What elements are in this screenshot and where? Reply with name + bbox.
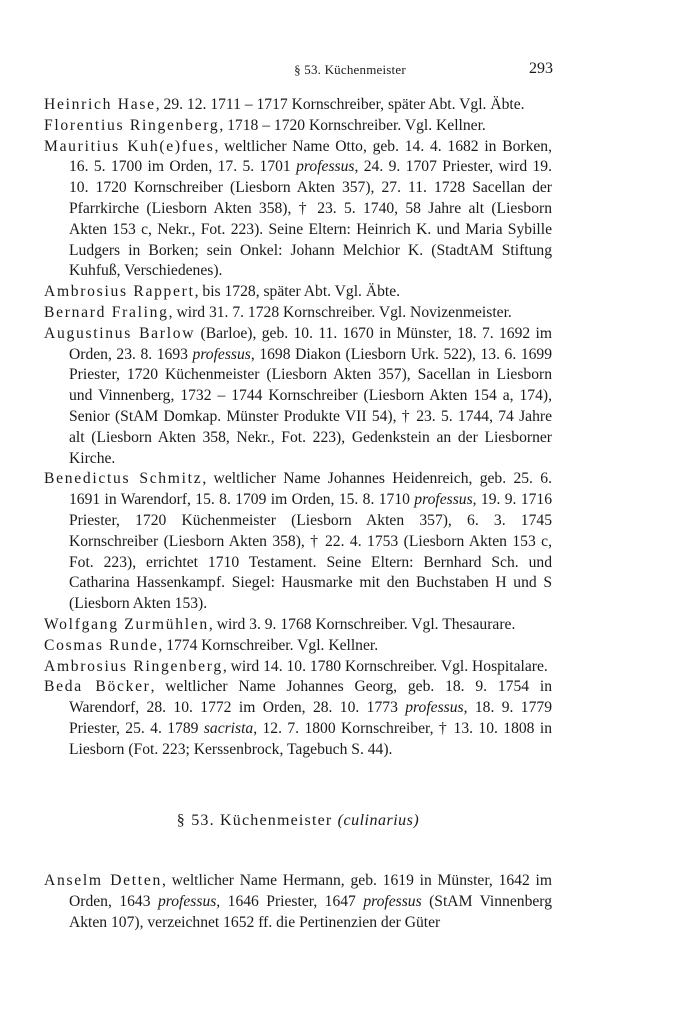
latin-term: professus <box>363 893 422 911</box>
running-head <box>0 62 700 82</box>
person-name: Beda Böcker <box>44 678 151 696</box>
entry-mauritius-kuhefues <box>44 137 552 283</box>
section-latin-title: (culinarius) <box>337 811 420 829</box>
person-name: Cosmas Runde <box>44 636 159 654</box>
entry-text: , weltlicher Name Hermann, geb. 1619 in Münster, 1642 im Orden, 1643 <box>69 872 553 911</box>
person-name: Augustinus Barlow <box>44 324 196 342</box>
entry-text: , wird 14. 10. 1780 Kornschreiber. Vgl. Hospitalare. <box>222 657 548 675</box>
entry-ambrosius-ringenberg <box>44 657 552 678</box>
entry-bernard-fraling <box>44 303 552 324</box>
entry-text: , 29. 12. 1711 – 1717 Kornschreiber, später Abt. Vgl. Äbte. <box>155 96 525 113</box>
page-number: 293 <box>529 60 553 77</box>
latin-term: sacrista <box>203 719 254 737</box>
entry-text: , 1718 – 1720 Kornschreiber. Vgl. Kellner. <box>219 116 486 134</box>
entry-text: 1646 Priester, 1647 <box>220 893 364 911</box>
entry-text: (Barloe), geb. 10. 11. 1670 in Münster, 18. 7. 1692 im Orden, 23. 8. 1693 <box>69 324 552 363</box>
person-name: Florentius Ringenberg <box>44 116 220 134</box>
person-name: Anselm Detten <box>44 872 162 890</box>
latin-term: professus, <box>157 893 221 911</box>
entry-benedictus-schmitz <box>44 469 552 615</box>
running-title: § 53. Küchenmeister <box>294 62 406 77</box>
entry-text: , 1774 Kornschreiber. Vgl. Kellner. <box>158 636 379 654</box>
entry-text: , weltlicher Name Johannes Heidenreich, geb. 25. 6. 1691 in Warendorf, 15. 8. 1709 im Orden, 15. 8. 1710 <box>69 470 552 509</box>
entry-ambrosius-rappert <box>44 282 552 303</box>
entry-text: , wird 3. 9. 1768 Kornschreiber. Vgl. Thesaurare. <box>208 615 516 633</box>
entry-text: , wird 31. 7. 1728 Kornschreiber. Vgl. Novizenmeister. <box>168 303 512 321</box>
section-heading <box>44 811 552 832</box>
entry-florentius-ringenberg <box>44 116 552 137</box>
person-name: Bernard Fraling <box>44 303 169 321</box>
entry-heinrich-hase <box>44 95 552 116</box>
entry-text: , 1698 Diakon (Liesborn Urk. 522), 13. 6. 1699 Priester, 1720 Küchenmeister (Liesborn Akten 357), Sacellan in Liesborn und Vinnenberg, 1732 – 1744 Kornschreiber (Liesborn Akten 154 a, 174), Senior (StAM Domkap. Münster Produkte VII 54), † 23. 5. 1744, 74 Jahre alt (Liesborn Akten 358, Nekr., Fot. 223), Gedenkstein an der Liesborner Kirche. <box>69 345 553 467</box>
entry-anselm-detten <box>44 871 552 933</box>
person-name: Benedictus Schmitz <box>44 470 203 488</box>
entry-text: , weltlicher Name Johannes Georg, geb. 18. 9. 1754 in Warendorf, 28. 10. 1772 im Orden, 28. 10. 1773 <box>69 678 552 717</box>
latin-term: professus <box>405 699 464 717</box>
person-name: Ambrosius Ringenberg <box>44 657 223 675</box>
latin-term: professus <box>192 345 251 363</box>
entry-text: , 18. 9. 1779 Priester, 25. 4. 1789 <box>69 699 552 737</box>
entry-text: , 24. 9. 1707 Priester, wird 19. 10. 1720 Kornschreiber (Liesborn Akten 357), 27. 11. 1728 Sacellan der Pfarrkirche (Liesborn Akten 358), † 23. 5. 1740, 58 Jahre alt (Liesborn Akten 153 c, Nekr., Fot. 223). Seine Eltern: Heinrich K. und Maria Sybille Ludgers in Borken; sein Onkel: Johann Melchior K. (StadtAM Stiftung Kuhfuß, Verschiedenes). <box>69 158 552 280</box>
entry-text: , 12. 7. 1800 Kornschreiber, † 13. 10. 1808 in Liesborn (Fot. 223; Kerssenbrock, Tagebuch S. 44). <box>69 719 552 758</box>
person-name: Ambrosius Rappert <box>44 283 195 301</box>
entry-augustinus-barlow <box>44 324 552 470</box>
person-name: Mauritius Kuh(e)fues <box>44 137 215 155</box>
latin-term: professus <box>296 158 355 176</box>
entry-text: (StAM Vinnenberg Akten 107), verzeichnet 1652 ff. die Pertinenzien der Güter <box>69 893 552 931</box>
entry-text: , 19. 9. 1716 Priester, 1720 Küchenmeister (Liesborn Akten 357), 6. 3. 1745 Kornschreiber (Liesborn Akten 358), † 22. 4. 1753 (Liesborn Akten 153 c, Fot. 223), errichtet 1710 Testament. Seine Eltern: Bernhard Sch. und Catharina Hassenkampf. Siegel: Hausmarke mit den Buchstaben H und S (Liesborn Akten 153). <box>69 491 553 613</box>
entry-wolfgang-zurmuehlen <box>44 615 552 636</box>
person-name: Wolfgang Zurmühlen <box>44 615 209 633</box>
person-name: Heinrich Hase <box>44 96 156 113</box>
entry-beda-boecker <box>44 677 552 760</box>
entry-cosmas-runde <box>44 636 552 657</box>
entry-text: , bis 1728, später Abt. Vgl. Äbte. <box>194 283 401 301</box>
body-text <box>44 95 552 934</box>
section-title: § 53. Küchenmeister <box>176 811 333 829</box>
entry-text: , weltlicher Name Otto, geb. 14. 4. 1682 in Borken, 16. 5. 1700 im Orden, 17. 5. 1701 <box>69 137 553 176</box>
latin-term: professus <box>414 491 473 509</box>
